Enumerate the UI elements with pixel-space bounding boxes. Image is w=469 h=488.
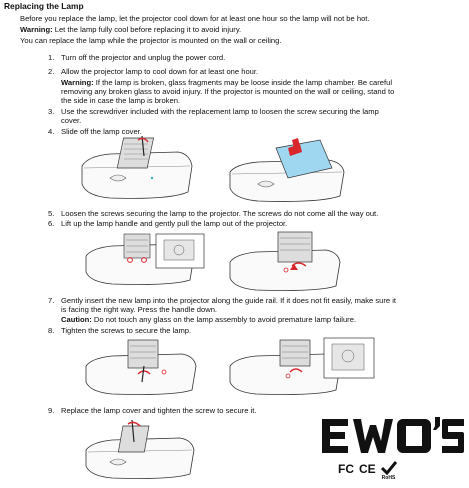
step-1 bbox=[48, 53, 225, 62]
figure-step8-right bbox=[228, 336, 378, 398]
step-7-number: 7. bbox=[48, 296, 55, 305]
figure-step4-right bbox=[228, 138, 348, 204]
step-3-line-1 bbox=[48, 107, 379, 116]
step-8 bbox=[48, 326, 191, 335]
ewos-logo bbox=[320, 413, 465, 463]
step-2 bbox=[48, 67, 258, 76]
step-5 bbox=[48, 209, 378, 218]
step-5-text: Loosen the screws securing the lamp to the projector. The screws do not come all the way out. bbox=[61, 209, 379, 218]
checkmark-icon bbox=[381, 461, 397, 475]
step-9-text: Replace the lamp cover and tighten the screw to secure it. bbox=[61, 406, 257, 415]
step-4 bbox=[48, 127, 142, 136]
warning-2-line-1 bbox=[61, 78, 392, 87]
step-6-number: 6. bbox=[48, 219, 55, 228]
step-1-number: 1. bbox=[48, 53, 55, 62]
figure-step6-right bbox=[228, 230, 348, 292]
page-title: Replacing the Lamp bbox=[4, 1, 84, 11]
caution-label: Caution: bbox=[61, 315, 92, 324]
step-6-text: Lift up the lamp handle and gently pull the lamp out of the projector. bbox=[61, 219, 288, 228]
step-1-text: Turn off the projector and unplug the power cord. bbox=[61, 53, 226, 62]
step-4-number: 4. bbox=[48, 127, 55, 136]
intro-text: Before you replace the lamp, let the projector cool down for at least one hour so the lamp will not be hot. bbox=[20, 14, 370, 23]
step-9 bbox=[48, 406, 256, 415]
step-3-line-2: cover. bbox=[61, 116, 82, 125]
step-7-line-2: is facing the right way. Press the handle down. bbox=[61, 305, 218, 314]
rohs-mark bbox=[381, 461, 397, 481]
figure-step4-left bbox=[80, 136, 195, 202]
step-2-number: 2. bbox=[48, 67, 55, 76]
step-2-text: Allow the projector lamp to cool down for at least one hour. bbox=[61, 67, 259, 76]
step-9-number: 9. bbox=[48, 406, 55, 415]
warning-2-line-2: removing any broken glass to avoid injury. If the projector is mounted on the wall or ceiling, stand to bbox=[61, 87, 395, 96]
certification-marks bbox=[338, 458, 408, 480]
figure-step9 bbox=[84, 420, 199, 484]
step-3-number: 3. bbox=[48, 107, 55, 116]
step-7-line-1 bbox=[48, 296, 396, 305]
step-3-text-1: Use the screwdriver included with the replacement lamp to loosen the screw securing the lamp bbox=[61, 107, 379, 116]
warning-1 bbox=[20, 25, 241, 34]
warning-2-label: Warning: bbox=[61, 78, 94, 87]
step-6 bbox=[48, 219, 287, 228]
ce-mark: CE bbox=[359, 462, 376, 476]
step-4-text: Slide off the lamp cover. bbox=[61, 127, 142, 136]
caution-note bbox=[61, 315, 356, 324]
figure-step8-left bbox=[84, 336, 209, 398]
step-7-text-1: Gently insert the new lamp into the projector along the guide rail. If it does not fit easily, make sure it bbox=[61, 296, 396, 305]
warning-2-text-1: If the lamp is broken, glass fragments may be loose inside the lamp chamber. Be careful bbox=[93, 78, 393, 87]
figure-step6-left bbox=[84, 228, 214, 288]
step-8-number: 8. bbox=[48, 326, 55, 335]
mount-note: You can replace the lamp while the projector is mounted on the wall or ceiling. bbox=[20, 36, 282, 45]
step-5-number: 5. bbox=[48, 209, 55, 218]
fc-mark: FC bbox=[338, 462, 354, 476]
warning-1-text: Let the lamp fully cool before replacing it to avoid injury. bbox=[52, 25, 242, 34]
caution-text: Do not touch any glass on the lamp assembly to avoid premature lamp failure. bbox=[91, 315, 357, 324]
warning-1-label: Warning: bbox=[20, 25, 53, 34]
rohs-label: RoHS bbox=[381, 474, 396, 481]
step-8-text: Tighten the screws to secure the lamp. bbox=[61, 326, 192, 335]
ewos-logo-graphic bbox=[320, 413, 465, 463]
warning-2-line-3: the side in case the lamp is broken. bbox=[61, 96, 181, 105]
